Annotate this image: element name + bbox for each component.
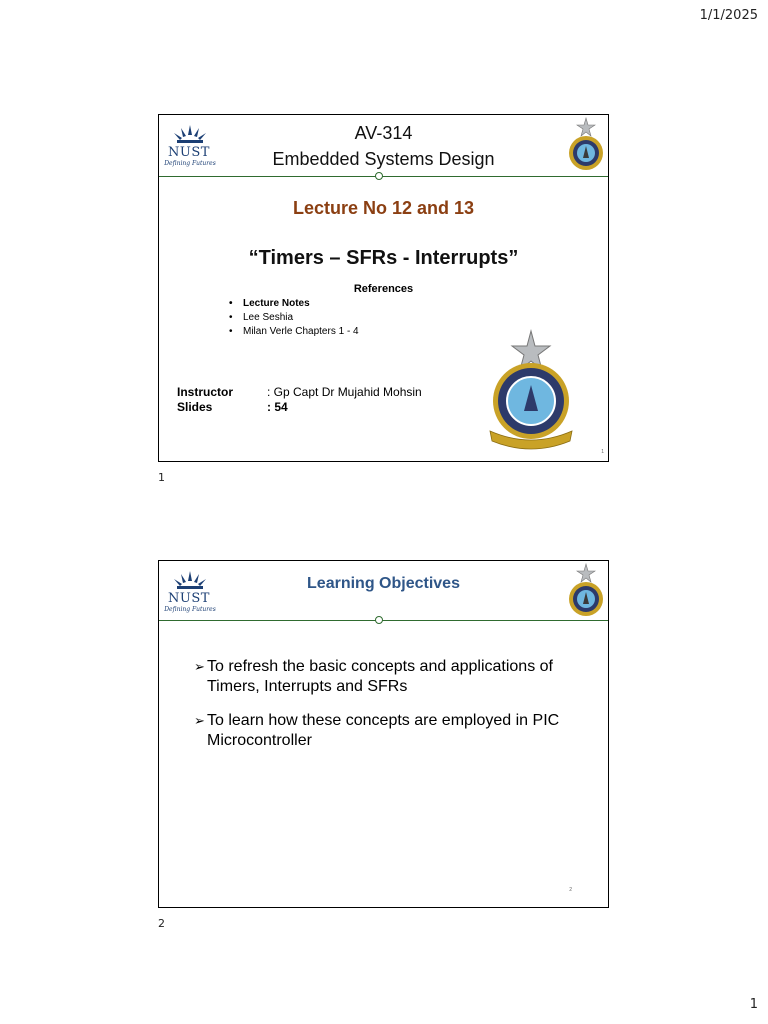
slides-count-value: : 54 bbox=[267, 400, 288, 414]
nust-tagline: Defining Futures bbox=[164, 160, 216, 167]
objective-item: ➢ To learn how these concepts are employed in PIC Microcontroller bbox=[194, 711, 584, 751]
nust-wordmark: NUST bbox=[168, 145, 210, 160]
lecture-topic: “Timers – SFRs - Interrupts” bbox=[248, 247, 519, 269]
references-list bbox=[229, 297, 359, 339]
reference-item: • Lee Seshia bbox=[229, 311, 359, 325]
course-code: AV-314 bbox=[354, 123, 413, 143]
slide-number-1: 1 bbox=[158, 471, 165, 484]
nust-wordmark: NUST bbox=[168, 591, 210, 606]
slide-corner-number: 1 bbox=[601, 449, 604, 455]
reference-item: • Lecture Notes bbox=[229, 297, 359, 311]
air-force-crest-icon bbox=[484, 329, 578, 451]
instructor-value: : Gp Capt Dr Mujahid Mohsin bbox=[267, 385, 422, 399]
crest-icon bbox=[566, 117, 606, 173]
lecture-number: Lecture No 12 and 13 bbox=[292, 198, 475, 218]
header-rule-dot bbox=[375, 172, 383, 180]
slide-thumbnail-1 bbox=[158, 114, 609, 462]
header-rule-dot bbox=[375, 616, 383, 624]
instructor-row bbox=[177, 385, 422, 400]
page-number: 1 bbox=[749, 997, 758, 1012]
header-date: 1/1/2025 bbox=[699, 8, 758, 23]
objective-item: ➢ To refresh the basic concepts and applications of Timers, Interrupts and SFRs bbox=[194, 657, 584, 697]
references-heading: References bbox=[353, 283, 414, 295]
objectives-list bbox=[194, 657, 584, 765]
course-title: Embedded Systems Design bbox=[272, 149, 495, 169]
header-rule bbox=[159, 620, 608, 621]
slides-count-label: Slides bbox=[177, 400, 213, 414]
crest-icon bbox=[566, 563, 606, 619]
slides-count-row bbox=[177, 400, 288, 415]
slide-number-2: 2 bbox=[158, 917, 165, 930]
nust-tagline: Defining Futures bbox=[164, 606, 216, 613]
header-rule bbox=[159, 176, 608, 177]
instructor-label: Instructor bbox=[177, 385, 234, 399]
slide-thumbnail-2 bbox=[158, 560, 609, 908]
reference-item: • Milan Verle Chapters 1 - 4 bbox=[229, 325, 359, 339]
slide-corner-number: 2 bbox=[569, 887, 572, 893]
slide-title: Learning Objectives bbox=[307, 575, 460, 592]
